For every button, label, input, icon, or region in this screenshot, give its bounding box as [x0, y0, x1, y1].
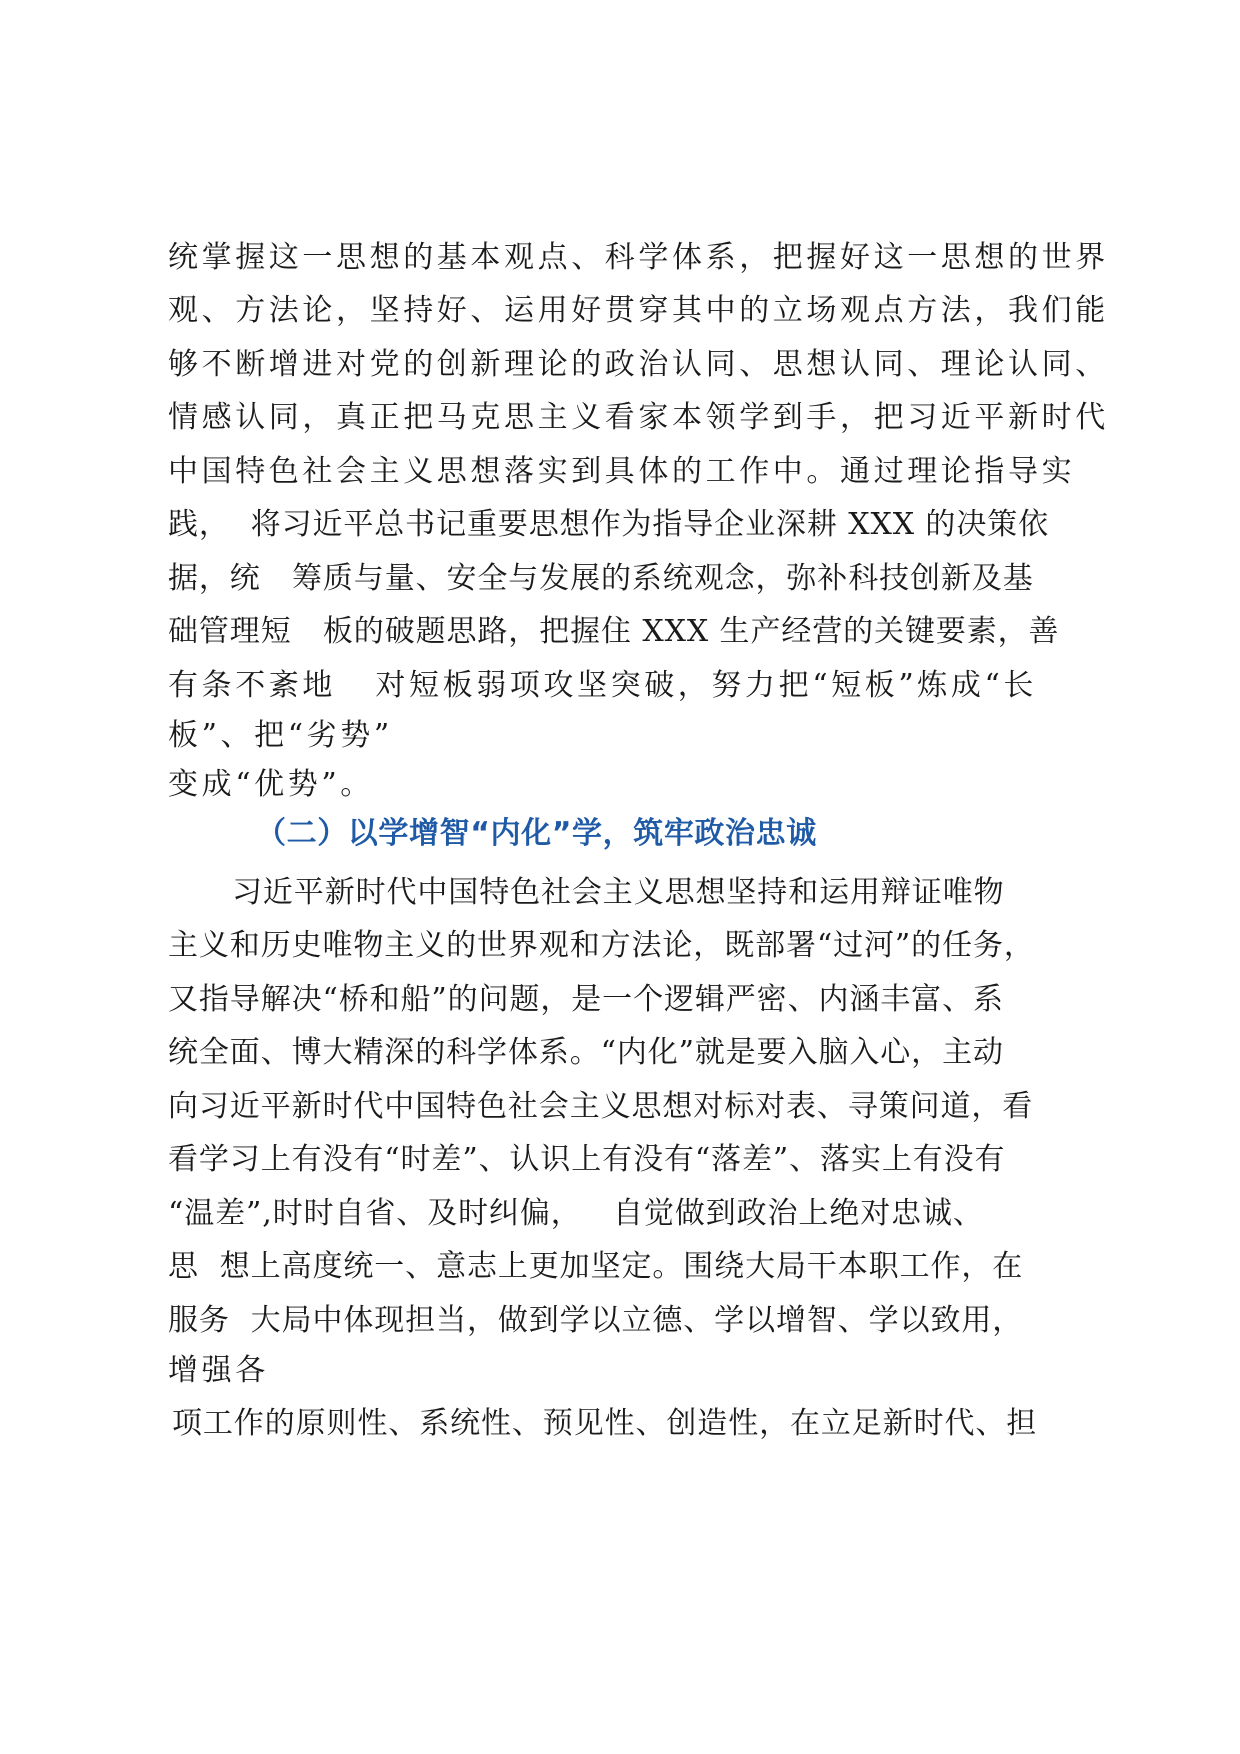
paragraph-2-line-7: “温差”,时时自省、及时纠偏， 自觉做到政治上绝对忠诚、 — [168, 1196, 984, 1231]
paragraph-2-line-1: 习近平新时代中国特色社会主义思想坚持和运用辩证唯物 — [232, 875, 1005, 910]
paragraph-2-line-9: 服务 大局中体现担当，做到学以立德、学以增智、学以致用， — [168, 1303, 1024, 1338]
paragraph-1-line-9: 有条不紊地 对短板弱项攻坚突破，努力把“短板”炼成“长 — [168, 668, 1038, 703]
paragraph-1-line-4: 情感认同，真正把马克思主义看家本领学到手，把习近平新时代 — [168, 400, 1109, 435]
paragraph-1-line-8: 础管理短 板的破题思路，把握住 XXX 生产经营的关键要素，善 — [168, 614, 1060, 649]
paragraph-1-line-5: 中国特色社会主义思想落实到具体的工作中。通过理论指导实 — [168, 454, 1076, 489]
paragraph-1-line-11: 变成“优势”。 — [168, 767, 374, 802]
paragraph-1-line-7: 据，统 筹质与量、安全与发展的系统观念，弥补科技创新及基 — [168, 561, 1034, 596]
paragraph-2-line-6: 看学习上有没有“时差”、认识上有没有“落差”、落实上有没有 — [168, 1142, 1006, 1177]
paragraph-2-line-11: 项工作的原则性、系统性、预见性、创造性，在立足新时代、担 — [172, 1406, 1038, 1441]
section-heading: （二）以学增智“内化”学，筑牢政治忠诚 — [256, 816, 817, 851]
paragraph-1-line-6: 践， 将习近平总书记重要思想作为指导企业深耕 XXX 的决策依 — [168, 507, 1050, 542]
paragraph-2-line-4: 统全面、博大精深的科学体系。“内化”就是要入脑入心，主动 — [168, 1035, 1004, 1070]
paragraph-1-line-3: 够不断增进对党的创新理论的政治认同、思想认同、理论认同、 — [168, 347, 1109, 382]
paragraph-1-line-10: 板”、把“劣势” — [168, 718, 393, 753]
paragraph-1-line-2: 观、方法论，坚持好、运用好贯穿其中的立场观点方法，我们能 — [168, 293, 1109, 328]
paragraph-2-line-5: 向习近平新时代中国特色社会主义思想对标对表、寻策问道，看 — [168, 1089, 1034, 1124]
paragraph-2-line-2: 主义和历史唯物主义的世界观和方法论，既部署“过河”的任务， — [168, 928, 1035, 963]
paragraph-1-line-1: 统掌握这一思想的基本观点、科学体系，把握好这一思想的世界 — [168, 240, 1109, 275]
paragraph-2-line-3: 又指导解决“桥和船”的问题，是一个逻辑严密、内涵丰富、系 — [168, 982, 1004, 1017]
paragraph-2-line-10: 增强各 — [168, 1353, 269, 1388]
paragraph-2-line-8: 思 想上高度统一、意志上更加坚定。围绕大局干本职工作，在 — [168, 1249, 1024, 1284]
